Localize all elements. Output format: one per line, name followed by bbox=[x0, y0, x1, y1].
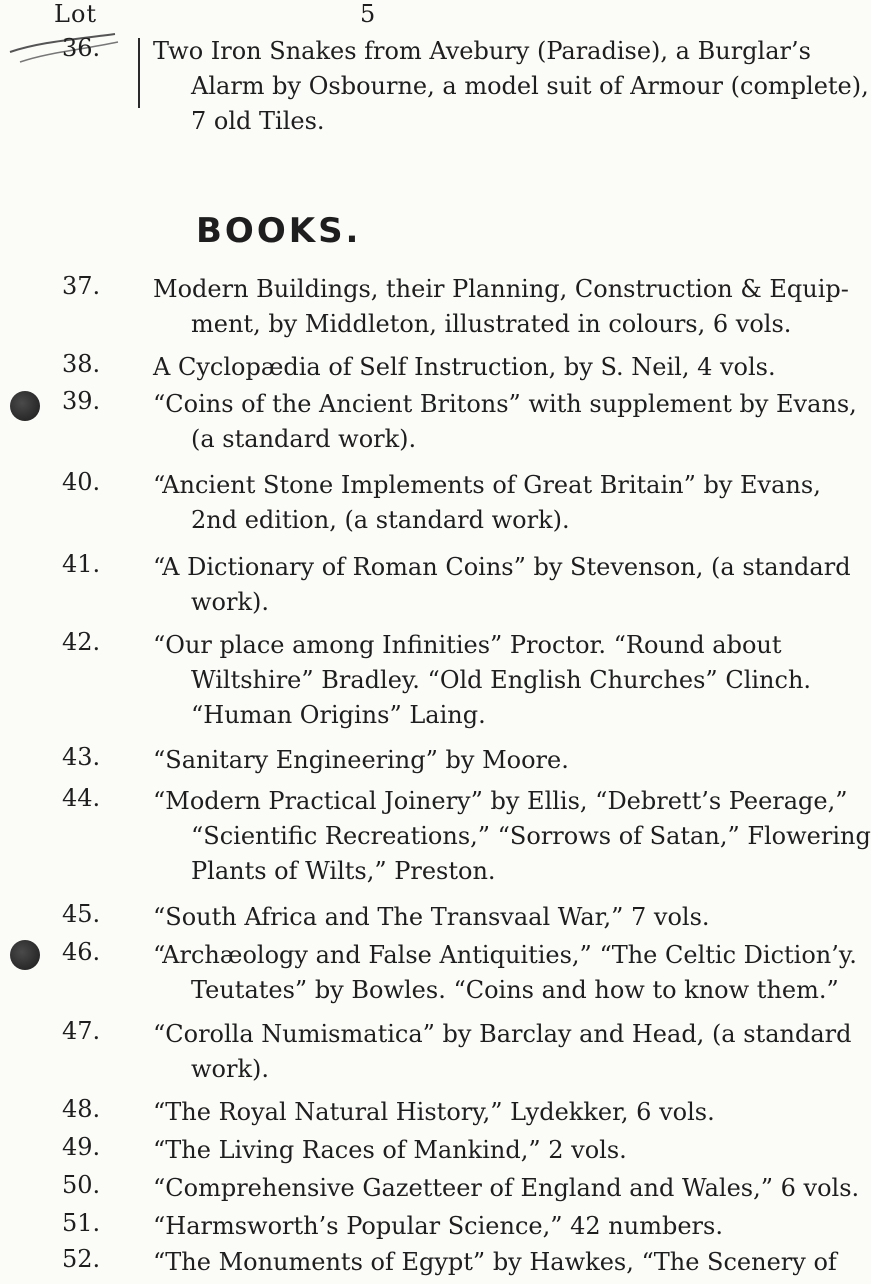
lot-description bbox=[153, 468, 821, 538]
description-line: “South Africa and The Transvaal War,” 7 vols. bbox=[153, 903, 710, 931]
lot-number: 37. bbox=[62, 272, 101, 300]
lot-number: 40. bbox=[62, 468, 101, 496]
lot-description bbox=[153, 1209, 793, 1244]
pencil-dot-mark bbox=[10, 391, 40, 421]
lot-number: 42. bbox=[62, 628, 101, 656]
description-line: “Corolla Numismatica” by Barclay and Head, (a standard bbox=[153, 1020, 852, 1048]
description-line: “A Dictionary of Roman Coins” by Stevenson, (a standard bbox=[153, 553, 851, 581]
description-line: “Coins of the Ancient Britons” with supplement by Evans, bbox=[153, 390, 857, 418]
lot-description bbox=[153, 743, 793, 778]
lot-description bbox=[153, 938, 857, 1008]
description-line: “Scientific Recreations,” “Sorrows of Satan,” Flowering bbox=[191, 822, 871, 850]
section-title: BOOKS. bbox=[196, 211, 362, 251]
description-line: work). bbox=[191, 588, 269, 616]
lot-number: 38. bbox=[62, 350, 101, 378]
lot-description bbox=[153, 1245, 837, 1280]
description-line: “Comprehensive Gazetteer of England and Wales,” 6 vols. bbox=[153, 1174, 860, 1202]
lot-number: 50. bbox=[62, 1171, 101, 1199]
lot-number: 39. bbox=[62, 387, 101, 415]
lot-number: 51. bbox=[62, 1209, 101, 1237]
lot-description bbox=[153, 1017, 852, 1087]
lot-column-heading: Lot bbox=[54, 0, 98, 28]
lot-number: 41. bbox=[62, 550, 101, 578]
description-line: Plants of Wilts,” Preston. bbox=[191, 857, 496, 885]
description-line: Two Iron Snakes from Avebury (Paradise), a Burglar’s bbox=[153, 37, 811, 65]
description-line: “Archæology and False Antiquities,” “The Celtic Diction’y. bbox=[153, 941, 857, 969]
lot-number: 49. bbox=[62, 1133, 101, 1161]
description-line: “Harmsworth’s Popular Science,” 42 numbers. bbox=[153, 1212, 723, 1240]
description-line: “The Monuments of Egypt” by Hawkes, “The Scenery of bbox=[153, 1248, 837, 1276]
lot-number: 52. bbox=[62, 1245, 101, 1273]
description-line: ment, by Middleton, illustrated in colours, 6 vols. bbox=[191, 310, 792, 338]
description-line: (a standard work). bbox=[191, 425, 417, 453]
description-line: work). bbox=[191, 1055, 269, 1083]
description-line: “The Living Races of Mankind,” 2 vols. bbox=[153, 1136, 627, 1164]
description-line: Wiltshire” Bradley. “Old English Churches” Clinch. bbox=[191, 666, 812, 694]
lot-number: 48. bbox=[62, 1095, 101, 1123]
description-line: A Cyclopædia of Self Instruction, by S. Neil, 4 vols. bbox=[153, 353, 776, 381]
pencil-dot-mark bbox=[10, 940, 40, 970]
description-line: 2nd edition, (a standard work). bbox=[191, 506, 570, 534]
lot-description bbox=[153, 34, 869, 139]
lot-description bbox=[153, 784, 871, 889]
lot-description bbox=[153, 1133, 793, 1168]
bracket-rule bbox=[138, 38, 140, 108]
description-line: Modern Buildings, their Planning, Construction & Equip- bbox=[153, 275, 849, 303]
lot-description bbox=[153, 1095, 793, 1130]
lot-description bbox=[153, 272, 849, 342]
description-line: “Ancient Stone Implements of Great Britain” by Evans, bbox=[153, 471, 821, 499]
lot-number: 43. bbox=[62, 743, 101, 771]
lot-number: 36. bbox=[62, 34, 101, 62]
description-line: “Modern Practical Joinery” by Ellis, “Debrett’s Peerage,” bbox=[153, 787, 848, 815]
description-line: 7 old Tiles. bbox=[191, 107, 325, 135]
page-number: 5 bbox=[360, 0, 376, 28]
lot-number: 47. bbox=[62, 1017, 101, 1045]
description-line: “Human Origins” Laing. bbox=[191, 701, 486, 729]
description-line: Teutates” by Bowles. “Coins and how to know them.” bbox=[191, 976, 839, 1004]
lot-description bbox=[153, 628, 812, 733]
lot-description bbox=[153, 550, 851, 620]
description-line: Alarm by Osbourne, a model suit of Armour (complete), bbox=[191, 72, 869, 100]
lot-description bbox=[153, 900, 793, 935]
lot-description bbox=[153, 1171, 860, 1206]
lot-description bbox=[153, 350, 793, 385]
lot-number: 46. bbox=[62, 938, 101, 966]
description-line: “Sanitary Engineering” by Moore. bbox=[153, 746, 569, 774]
lot-number: 44. bbox=[62, 784, 101, 812]
description-line: “The Royal Natural History,” Lydekker, 6 vols. bbox=[153, 1098, 715, 1126]
lot-description bbox=[153, 387, 857, 457]
lot-number: 45. bbox=[62, 900, 101, 928]
description-line: “Our place among Infinities” Proctor. “Round about bbox=[153, 631, 782, 659]
